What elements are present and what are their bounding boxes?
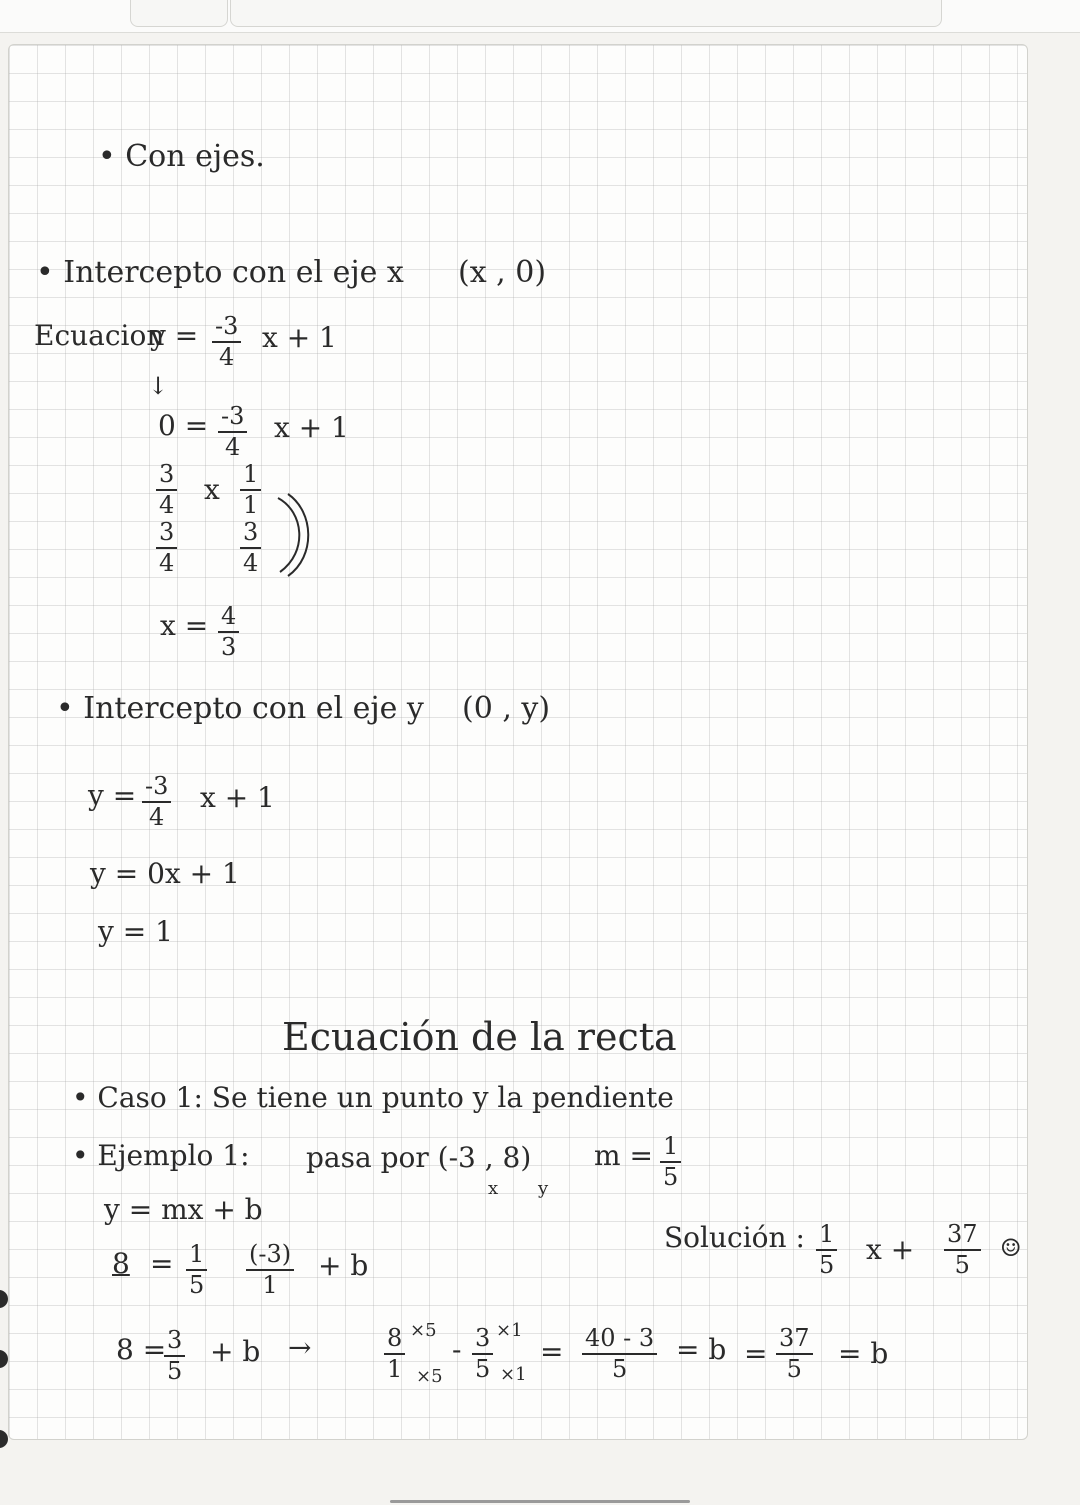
calc-c-numerator: 40 - 3 — [582, 1326, 657, 1355]
solution-f2-denominator: 5 — [954, 1251, 970, 1280]
substitution-tail: + b — [318, 1249, 369, 1282]
page-tab — [230, 0, 942, 27]
eq2-numerator: -3 — [218, 404, 247, 433]
smiley-icon: ☺ — [1000, 1234, 1022, 1262]
y-eq1-lhs: y = — [88, 779, 137, 812]
x-result-denominator: 3 — [221, 633, 237, 662]
down-arrow: ↓ — [148, 372, 169, 400]
calc-d-tail: = b — [838, 1337, 889, 1370]
top-paper-strip — [0, 0, 1080, 33]
page-title: Ecuación de la recta — [282, 1015, 677, 1059]
eq2-fraction — [218, 404, 247, 460]
y-eq1-fraction — [142, 774, 171, 830]
slope-numerator: 1 — [660, 1134, 681, 1163]
step4-fraction-b — [240, 520, 261, 576]
step4-a-numerator: 3 — [156, 520, 177, 549]
slope-intercept-formula: y = mx + b — [104, 1193, 263, 1226]
y-eq2: y = 0x + 1 — [90, 857, 240, 890]
calc-fraction-c — [582, 1326, 657, 1382]
x-result-numerator: 4 — [218, 604, 239, 633]
result-denominator: 5 — [167, 1357, 183, 1386]
y-eq3: y = 1 — [98, 915, 173, 948]
eq1-denominator: 4 — [219, 343, 235, 372]
binder-hole — [0, 1290, 8, 1308]
solution-middle: x + — [866, 1233, 915, 1266]
step4-b-numerator: 3 — [240, 520, 261, 549]
y-eq1-denominator: 4 — [149, 803, 165, 832]
result-lhs: 8 = — [116, 1333, 167, 1366]
eq1-fraction — [212, 314, 241, 370]
y-intercept-point: (0 , y) — [462, 691, 551, 726]
grid-paper-sheet — [8, 44, 1028, 1440]
y-intercept-heading: • Intercepto con el eje y — [56, 691, 424, 726]
calc-d-numerator: 37 — [776, 1326, 813, 1355]
substitution-fraction-2 — [246, 1242, 294, 1298]
calc-fraction-a — [384, 1326, 405, 1382]
eq1-lhs: y = — [150, 319, 199, 352]
y-eq1-tail: x + 1 — [200, 781, 275, 814]
slope-denominator: 5 — [663, 1163, 679, 1192]
calc-b-numerator: 3 — [472, 1326, 493, 1355]
step4-a-denominator: 4 — [159, 549, 175, 578]
calc-d-denominator: 5 — [786, 1355, 802, 1384]
solution-f1-numerator: 1 — [816, 1222, 837, 1251]
eq1-tail: x + 1 — [262, 321, 337, 354]
solution-fraction-2 — [944, 1222, 981, 1278]
page-tab — [130, 0, 228, 27]
step3-fraction-b — [240, 462, 261, 518]
calc-b-denominator: 5 — [475, 1355, 491, 1384]
solution-fraction-1 — [816, 1222, 837, 1278]
substitution-equals: = — [150, 1247, 174, 1280]
x-result-fraction — [218, 604, 239, 660]
step3-a-denominator: 4 — [159, 491, 175, 520]
calc-fraction-d — [776, 1326, 813, 1382]
calc-c-tail: = b — [676, 1333, 727, 1366]
eq2-tail: x + 1 — [274, 411, 349, 444]
x-intercept-point: (x , 0) — [458, 255, 547, 290]
eq2-denominator: 4 — [225, 433, 241, 462]
con-ejes-heading: • Con ejes. — [98, 139, 265, 174]
bracket-mark — [274, 490, 318, 578]
calc-a-numerator: 8 — [384, 1326, 405, 1355]
pasa-por-text: pasa por (-3 , 8) — [306, 1141, 532, 1174]
bottom-edge-shadow — [390, 1500, 690, 1503]
caso-1-text: • Caso 1: Se tiene un punto y la pendiente — [72, 1081, 674, 1114]
step4-fraction-a — [156, 520, 177, 576]
eq1-numerator: -3 — [212, 314, 241, 343]
calc-a-multiplier-bottom: ×5 — [416, 1366, 443, 1387]
substitution-lhs: 8 — [112, 1247, 130, 1280]
slope-lhs: m = — [594, 1139, 653, 1172]
binder-hole — [0, 1430, 8, 1448]
point-y-label: y — [538, 1178, 549, 1199]
calc-equals-2: = — [744, 1337, 768, 1370]
calc-equals-1: = — [540, 1335, 564, 1368]
ejemplo-1-label: • Ejemplo 1: — [72, 1139, 250, 1172]
calc-a-multiplier-top: ×5 — [410, 1320, 437, 1341]
substitution-f2-numerator: (-3) — [246, 1242, 294, 1271]
step3-x: x — [204, 473, 220, 506]
step3-a-numerator: 3 — [156, 462, 177, 491]
step4-b-denominator: 4 — [243, 549, 259, 578]
eq2-lhs: 0 = — [158, 409, 209, 442]
step3-b-numerator: 1 — [240, 462, 261, 491]
x-intercept-heading: • Interceptо con el eje x — [36, 255, 404, 290]
y-eq1-numerator: -3 — [142, 774, 171, 803]
substitution-f2-denominator: 1 — [262, 1271, 278, 1300]
binder-hole — [0, 1350, 8, 1368]
substitution-f1-denominator: 5 — [189, 1271, 205, 1300]
slope-fraction — [660, 1134, 681, 1190]
calc-b-multiplier-top: ×1 — [496, 1320, 523, 1341]
solution-label: Solución : — [664, 1221, 805, 1254]
solution-f1-denominator: 5 — [819, 1251, 835, 1280]
substitution-fraction-1 — [186, 1242, 207, 1298]
equation-label: Ecuacion — [34, 319, 165, 352]
solution-f2-numerator: 37 — [944, 1222, 981, 1251]
step3-fraction-a — [156, 462, 177, 518]
calc-a-denominator: 1 — [387, 1355, 403, 1384]
result-fraction — [164, 1328, 185, 1384]
result-numerator: 3 — [164, 1328, 185, 1357]
substitution-f1-numerator: 1 — [186, 1242, 207, 1271]
point-x-label: x — [488, 1178, 499, 1199]
arrow-right-icon: → — [288, 1331, 312, 1364]
result-tail: + b — [210, 1335, 261, 1368]
step3-b-denominator: 1 — [243, 491, 259, 520]
x-result-lhs: x = — [160, 609, 209, 642]
calc-c-denominator: 5 — [611, 1355, 628, 1384]
calc-minus: - — [452, 1333, 462, 1366]
calc-b-multiplier-bottom: ×1 — [500, 1364, 527, 1385]
calc-fraction-b — [472, 1326, 493, 1382]
